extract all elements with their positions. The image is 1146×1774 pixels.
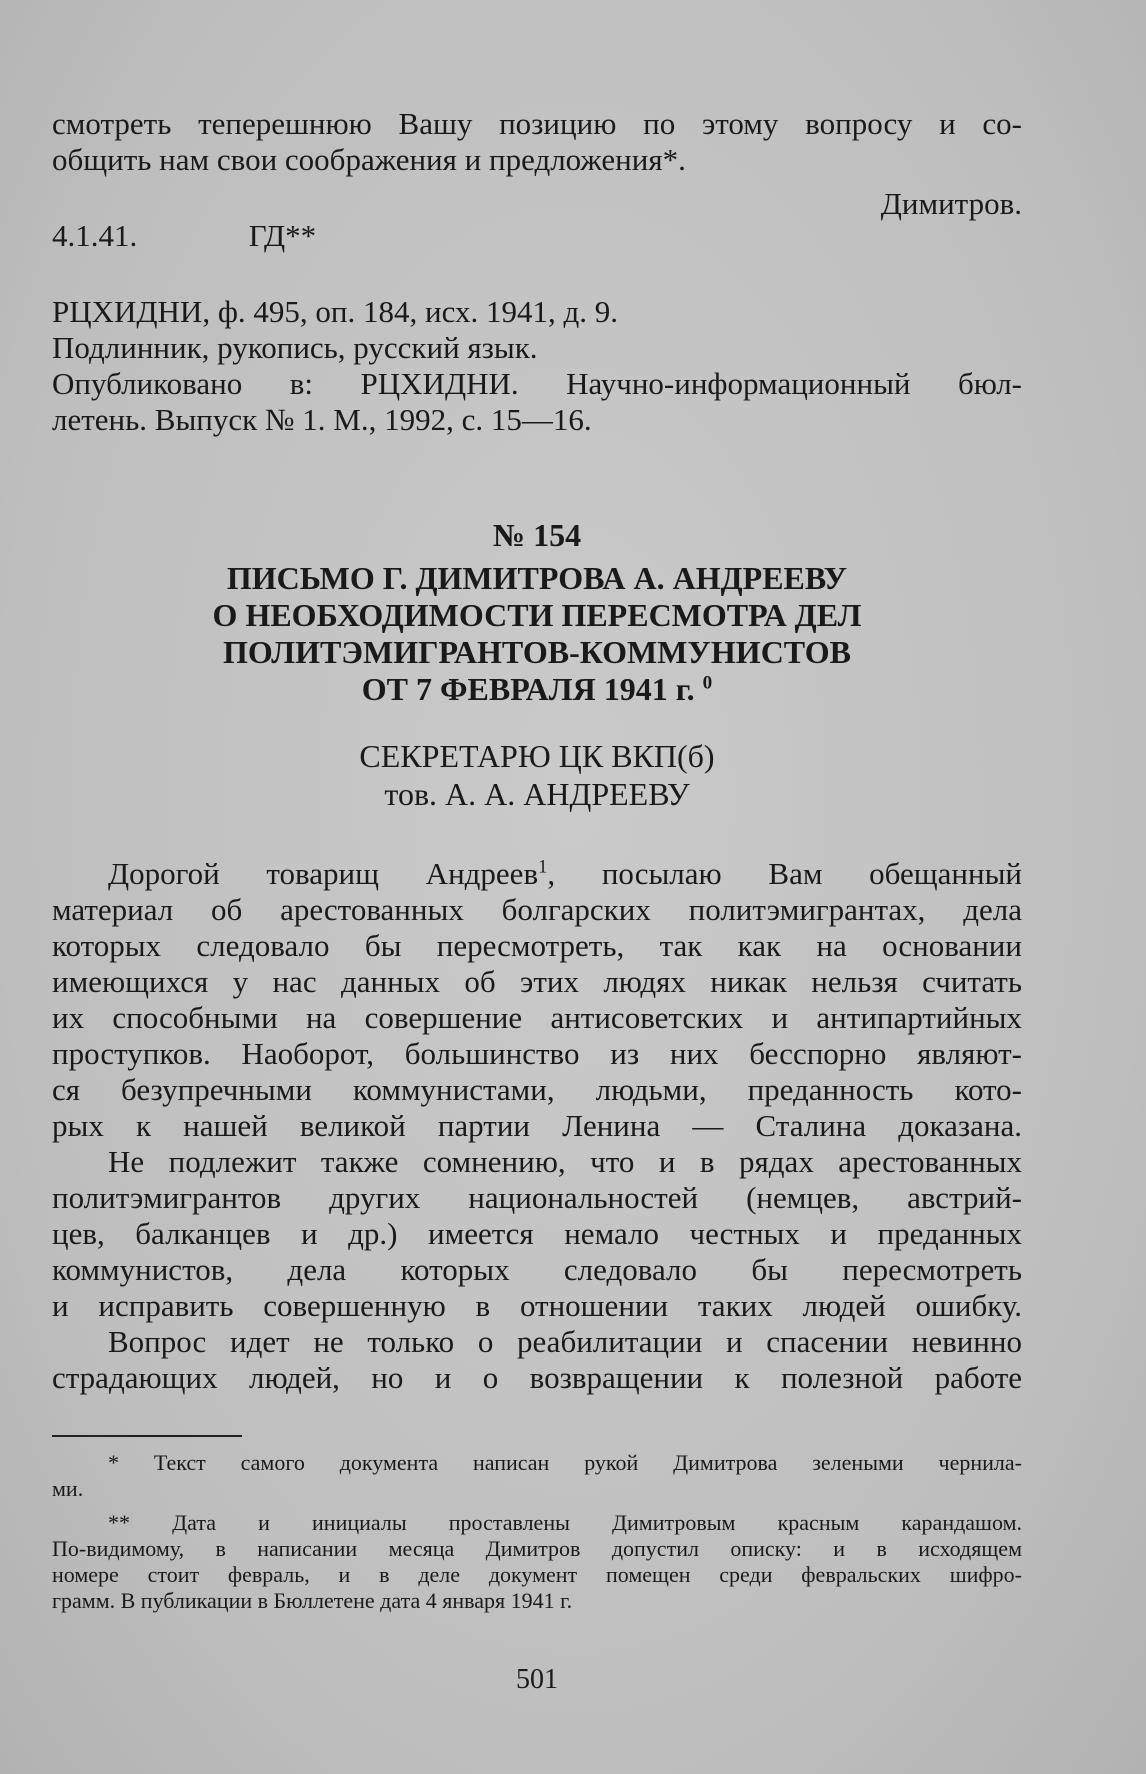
text-line: проступков. Наоборот, большинство из них бесспорно являют- bbox=[52, 1036, 1022, 1071]
footnote-line: * Текст самого документа написан рукой Димитрова зелеными чернила- bbox=[108, 1450, 1022, 1475]
title-line-last bbox=[52, 671, 1022, 708]
text-line: общить нам свои соображения и предложения*. bbox=[52, 142, 686, 177]
paragraph-first-line bbox=[52, 856, 1022, 892]
text-line: страдающих людей, но и о возвращении к полезной работе bbox=[52, 1360, 1022, 1395]
addressee-line: тов. А. А. АНДРЕЕВУ bbox=[384, 776, 690, 812]
footnote-rule bbox=[52, 1435, 242, 1437]
footnote-line: ** Дата и инициалы проставлены Димитровым красным карандашом. bbox=[108, 1510, 1022, 1535]
title-line: ПОЛИТЭМИГРАНТОВ-КОММУНИСТОВ bbox=[223, 634, 851, 670]
text-line: Вопрос идет не только о реабилитации и спасении невинно bbox=[108, 1324, 1022, 1359]
text-run: Дорогой товарищ Андреев bbox=[108, 856, 539, 891]
text-line: которых следовало бы пересмотреть, так как на основании bbox=[52, 928, 1022, 963]
addressee bbox=[52, 737, 1022, 813]
text-line: смотреть теперешнюю Вашу позицию по этому вопросу и со- bbox=[52, 106, 1022, 141]
source-block bbox=[52, 294, 1022, 438]
title-line: О НЕОБХОДИМОСТИ ПЕРЕСМОТРА ДЕЛ bbox=[212, 597, 862, 633]
text-line: материал об арестованных болгарских политэмигрантах, дела bbox=[52, 892, 1022, 927]
letter-initials: ГД** bbox=[248, 218, 317, 253]
text-line: рых к нашей великой партии Ленина — Сталина доказана. bbox=[52, 1108, 1022, 1143]
archive-reference: РЦХИДНИ, ф. 495, оп. 184, исх. 1941, д. 9. bbox=[52, 294, 618, 329]
document-number: № 154 bbox=[492, 517, 582, 553]
text-line: Не подлежит также сомнению, что и в рядах арестованных bbox=[108, 1144, 1022, 1179]
footnote-line: По-видимому, в написании месяца Димитров допустил описку: и в исходящем bbox=[52, 1536, 1022, 1561]
text-line: и исправить совершенную в отношении таких людей ошибку. bbox=[52, 1288, 1022, 1323]
date-initials-row bbox=[52, 218, 1022, 254]
text-line: политэмигрантов других национальностей (немцев, австрий- bbox=[52, 1180, 1022, 1215]
previous-letter-ending bbox=[52, 106, 1022, 254]
published-line: Опубликовано в: РЦХИДНИ. Научно-информационный бюл- bbox=[52, 366, 1022, 401]
text-line: цев, балканцев и др.) имеется немало честных и преданных bbox=[52, 1216, 1022, 1251]
title-line: ОТ 7 ФЕВРАЛЯ 1941 г. bbox=[361, 671, 695, 707]
title-note-mark: 0 bbox=[702, 672, 713, 694]
addressee-line: СЕКРЕТАРЮ ЦК ВКП(б) bbox=[359, 738, 715, 774]
text-line: их способными на совершение антисоветских и антипартийных bbox=[52, 1000, 1022, 1035]
letter-date: 4.1.41. bbox=[52, 218, 138, 253]
document-heading bbox=[52, 517, 1022, 708]
title-line: ПИСЬМО Г. ДИМИТРОВА А. АНДРЕЕВУ bbox=[226, 560, 848, 596]
footnote-line: номере стоит февраль, и в деле документ помещен среди февральских шифро- bbox=[52, 1562, 1022, 1587]
published-line: летень. Выпуск № 1. М., 1992, с. 15—16. bbox=[52, 402, 592, 437]
original-note: Подлинник, рукопись, русский язык. bbox=[52, 330, 538, 365]
text-line: имеющихся у нас данных об этих людях никак нельзя считать bbox=[52, 964, 1022, 999]
footnote-mark: 1 bbox=[538, 856, 548, 878]
footnotes bbox=[52, 1450, 1022, 1614]
text-line: коммунистов, дела которых следовало бы пересмотреть bbox=[52, 1252, 1022, 1287]
footnote-line: грамм. В публикации в Бюллетене дата 4 января 1941 г. bbox=[52, 1588, 573, 1613]
text-run: , посылаю Вам обещанный bbox=[547, 856, 1023, 891]
footnote-line: ми. bbox=[52, 1476, 84, 1501]
signature: Димитров. bbox=[880, 186, 1022, 221]
page-number: 501 bbox=[516, 1664, 558, 1695]
letter-body bbox=[52, 856, 1022, 1396]
text-line: ся безупречными коммунистами, людьми, преданность кото- bbox=[52, 1072, 1022, 1107]
